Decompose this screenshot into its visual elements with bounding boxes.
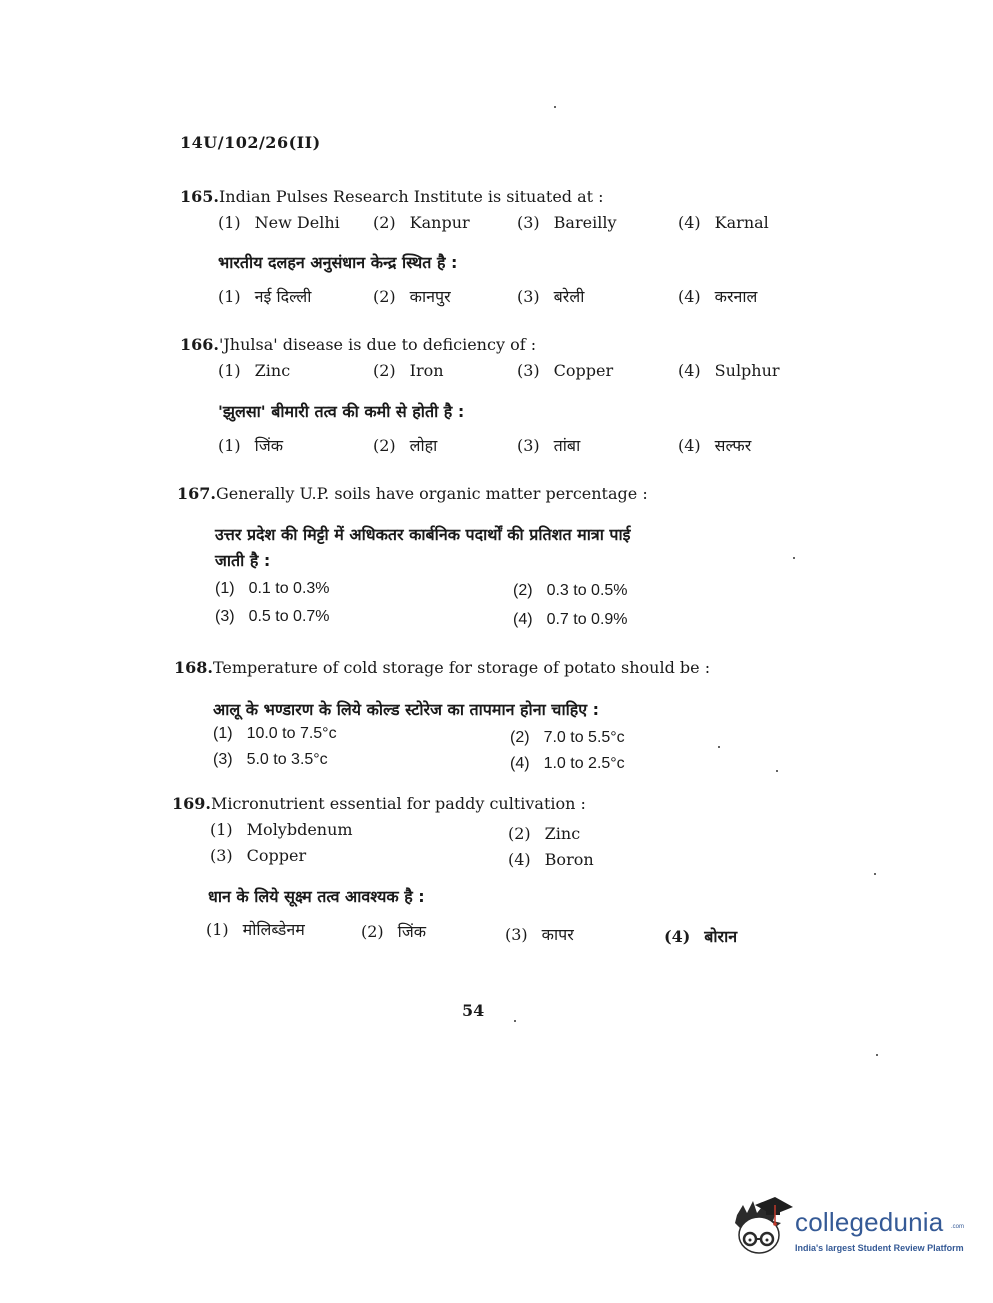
question-number: 167. [177,484,216,503]
question-167 [177,484,648,503]
option: (2) 0.3 to 0.5% [513,582,628,599]
scan-speck [876,1054,878,1056]
question-166 [180,335,536,354]
question-number: 166. [180,335,219,354]
option: (1) New Delhi [218,213,340,232]
scan-speck [718,746,720,748]
question-text: Generally U.P. soils have organic matter percentage : [215,484,648,503]
hindi-option: (3) तांबा [517,436,581,455]
option: (3) Copper [210,846,307,865]
question-text: Indian Pulses Research Institute is situated at : [218,187,604,206]
question-hindi-text: जाती है : [215,551,271,570]
paper-code: 14U/102/26(II) [180,133,321,152]
option: (2) 7.0 to 5.5°c [510,729,625,746]
logo-suffix: .com [951,1224,965,1230]
question-number: 169. [172,794,211,813]
page-number: 54 [462,1001,485,1020]
question-hindi-text: आलू के भण्डारण के लिये कोल्ड स्टोरेज का तापमान होना चाहिए : [213,700,600,719]
question-number: 168. [174,658,213,677]
question-165 [180,187,604,206]
question-169 [172,794,586,813]
hindi-option: (2) लोहा [373,436,438,455]
logo-wordmark: collegedunia [795,1207,944,1237]
option: (1) Molybdenum [210,820,353,839]
scan-speck [776,770,778,772]
hindi-option: (4) सल्फर [678,436,752,455]
question-hindi-text: भारतीय दलहन अनुसंधान केन्द्र स्थित है : [218,253,458,272]
hindi-option: (2) जिंक [361,922,426,941]
question-168 [174,658,710,677]
hindi-option: (4) बोरान [664,927,738,946]
option: (3) 5.0 to 3.5°c [213,751,328,768]
scan-speck [874,873,876,875]
hindi-option: (3) बरेली [517,287,585,306]
mascot-icon [735,1197,793,1253]
option: (3) Copper [517,361,614,380]
hindi-option: (1) जिंक [218,436,283,455]
option: (3) Bareilly [517,213,617,232]
hindi-option: (3) कापर [505,925,574,944]
scan-speck [554,106,556,108]
question-text: Micronutrient essential for paddy cultivation : [210,794,586,813]
option: (4) Karnal [678,213,769,232]
hindi-option: (4) करनाल [678,287,758,306]
scan-speck [514,1020,516,1022]
option: (1) 10.0 to 7.5°c [213,725,337,742]
option: (1) Zinc [218,361,291,380]
option: (4) 0.7 to 0.9% [513,611,628,628]
question-text: Temperature of cold storage for storage of potato should be : [212,658,711,677]
logo-tagline: India's largest Student Review Platform [795,1243,964,1253]
question-hindi-text: 'झुलसा' बीमारी तत्व की कमी से होती है : [218,402,465,421]
hindi-option: (1) मोलिब्डेनम [206,920,305,939]
option: (2) Zinc [508,824,581,843]
option: (3) 0.5 to 0.7% [215,608,330,625]
question-hindi-text: उत्तर प्रदेश की मिट्टी में अधिकतर कार्बनिक पदार्थों की प्रतिशत मात्रा पाई [215,525,631,544]
option: (4) 1.0 to 2.5°c [510,755,625,772]
question-text: 'Jhulsa' disease is due to deficiency of : [218,335,537,354]
hindi-option: (2) कानपुर [373,287,451,306]
option: (4) Boron [508,850,594,869]
hindi-option: (1) नई दिल्ली [218,287,312,306]
scan-speck [793,557,795,559]
option: (2) Iron [373,361,444,380]
option: (4) Sulphur [678,361,780,380]
option: (1) 0.1 to 0.3% [215,580,330,597]
question-hindi-text: धान के लिये सूक्ष्म तत्व आवश्यक है : [208,887,425,906]
question-number: 165. [180,187,219,206]
option: (2) Kanpur [373,213,470,232]
